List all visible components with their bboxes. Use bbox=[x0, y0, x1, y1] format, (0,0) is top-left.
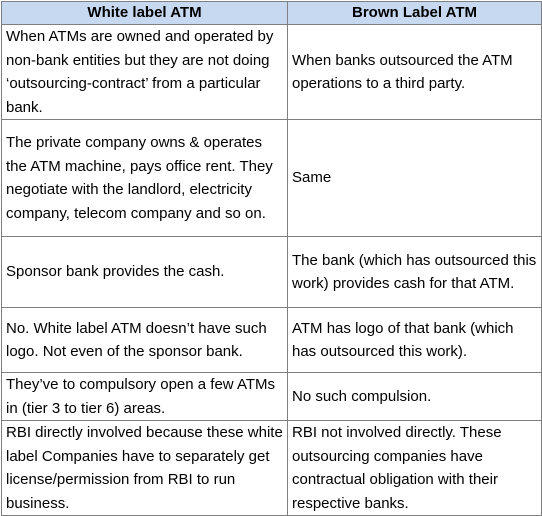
cell-white-label: No. White label ATM doesn’t have such logo. Not even of the sponsor bank. bbox=[2, 308, 288, 373]
header-white-label: White label ATM bbox=[2, 2, 288, 25]
cell-white-label: The private company owns & operates the ATM machine, pays office rent. They negotiate with the landlord, electricity company, telecom company and so on. bbox=[2, 120, 288, 237]
header-row bbox=[2, 2, 542, 25]
cell-brown-label: The bank (which has outsourced this work) provides cash for that ATM. bbox=[288, 237, 542, 308]
cell-brown-label: No such compulsion. bbox=[288, 373, 542, 421]
table-row bbox=[2, 25, 542, 120]
table-row bbox=[2, 120, 542, 237]
cell-brown-label: Same bbox=[288, 120, 542, 237]
table-row bbox=[2, 237, 542, 308]
cell-white-label: Sponsor bank provides the cash. bbox=[2, 237, 288, 308]
header-brown-label: Brown Label ATM bbox=[288, 2, 542, 25]
table-row bbox=[2, 308, 542, 373]
cell-white-label: They’ve to compulsory open a few ATMs in (tier 3 to tier 6) areas. bbox=[2, 373, 288, 421]
cell-white-label: When ATMs are owned and operated by non-bank entities but they are not doing ‘outsourcing-contract’ from a particular bank. bbox=[2, 25, 288, 120]
cell-white-label: RBI directly involved because these white label Companies have to separately get license/permission from RBI to run business. bbox=[2, 421, 288, 516]
cell-brown-label: When banks outsourced the ATM operations to a third party. bbox=[288, 25, 542, 120]
cell-brown-label: RBI not involved directly. These outsourcing companies have contractual obligation with their respective banks. bbox=[288, 421, 542, 516]
comparison-table bbox=[1, 1, 542, 516]
table-row bbox=[2, 421, 542, 516]
cell-brown-label: ATM has logo of that bank (which has outsourced this work). bbox=[288, 308, 542, 373]
table-row bbox=[2, 373, 542, 421]
